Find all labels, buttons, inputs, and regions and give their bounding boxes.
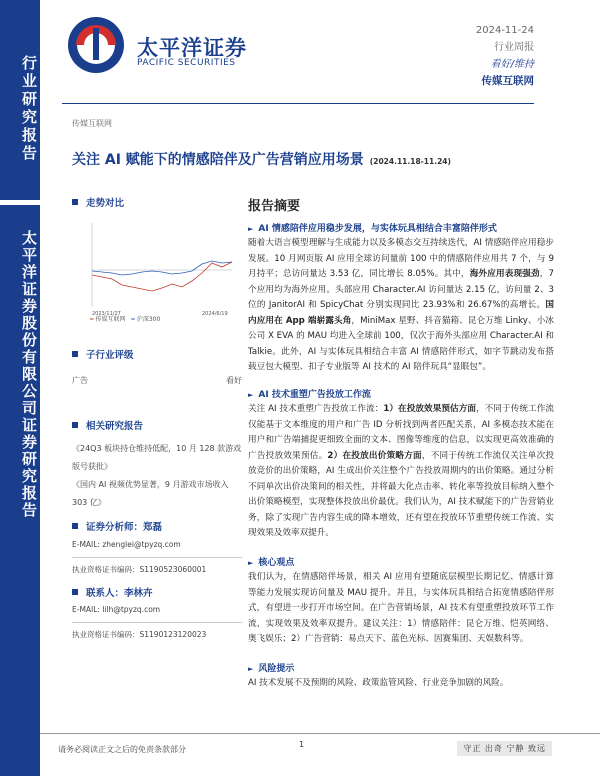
related-item[interactable]: 《国内 AI 视频优势显著，9 月游戏市场收入 303 亿》 bbox=[72, 480, 229, 507]
abstract-heading: 报告摘要 bbox=[248, 199, 301, 214]
sub-rating-value: 看好 bbox=[226, 376, 242, 385]
related-heading: 相关研究报告 bbox=[72, 418, 242, 432]
chart-legend: ━ 传媒互联网 ━ 沪深300 bbox=[90, 316, 161, 323]
company-logo bbox=[62, 14, 252, 74]
chart-x-label-end: 2024/6/19 bbox=[202, 311, 228, 317]
sub-rating-row bbox=[72, 375, 242, 386]
sub-rating-heading: 子行业评级 bbox=[72, 347, 242, 361]
report-title bbox=[72, 149, 451, 169]
section-heading: ► 核心观点 bbox=[248, 558, 295, 568]
report-title-text: 关注 AI 赋能下的情感陪伴及广告营销应用场景 bbox=[72, 152, 364, 168]
contact-email[interactable]: E-MAIL: lilh@tpyzq.com bbox=[72, 605, 161, 614]
contact-heading: 联系人：李林卉 bbox=[72, 585, 242, 599]
report-date: 2024-11-24 bbox=[475, 25, 534, 36]
footer-divider bbox=[40, 733, 600, 734]
trend-chart bbox=[72, 215, 240, 325]
chart-x-label-start: 2023/11/27 bbox=[92, 311, 121, 317]
abstract-section-1 bbox=[248, 222, 554, 376]
triangle-bullet-icon: ► bbox=[248, 665, 254, 673]
analyst-heading: 证券分析师：郑磊 bbox=[72, 519, 242, 533]
legend-hs300: 沪深300 bbox=[136, 316, 161, 323]
chart-series-media bbox=[92, 262, 232, 291]
trend-heading: 走势对比 bbox=[72, 195, 242, 209]
abstract-section-4 bbox=[248, 662, 554, 692]
square-bullet-icon bbox=[72, 351, 78, 357]
section-heading: ► AI 技术重塑广告投放工作流 bbox=[248, 390, 371, 400]
chart-series-hs300 bbox=[92, 261, 232, 275]
analyst-email[interactable]: E-MAIL: zhenglei@tpyzq.com bbox=[72, 540, 181, 549]
report-title-date: (2024.11.18-11.24) bbox=[369, 157, 451, 166]
logo-emblem-icon bbox=[62, 14, 130, 76]
triangle-bullet-icon: ► bbox=[248, 559, 254, 567]
divider bbox=[72, 557, 242, 558]
analyst-section bbox=[72, 519, 242, 644]
triangle-bullet-icon: ► bbox=[248, 225, 254, 233]
square-bullet-icon bbox=[72, 523, 78, 529]
header-meta bbox=[476, 22, 534, 90]
square-bullet-icon bbox=[72, 422, 78, 428]
report-type: 行业周报 bbox=[494, 42, 534, 53]
abstract-section-2 bbox=[248, 388, 554, 542]
triangle-bullet-icon: ► bbox=[248, 391, 254, 399]
sub-rating-section bbox=[72, 347, 242, 386]
section-body: 我们认为，在情感陪伴场景，相关 AI 应用有望随底层模型长期记忆、情感计算等能力发展实现访问量及 MAU 提升。并且，与实体玩具相结合拓宽情感陪伴形式，有望进一步打开市场空间。在广告营销场景，AI 技术有望重塑投放环节工作流，实现效果及效率双提升。建议关注：1）情感陪伴：昆仑万维、恺英网络、奥飞娱乐；2）广告营销：易点天下、蓝色光标、因赛集团、天娱数科等。 bbox=[248, 572, 554, 644]
trend-section bbox=[72, 195, 242, 209]
section-body: 随着大语言模型理解与生成能力以及多模态交互持续迭代，AI 情感陪伴应用稳步发展。10 月网页版 AI 应用全球访问量前 100 中的情感陪伴应用共 7 个，与 9 月持平；总访问量达 3.53 亿，同比增长 8.05%。其中，海外应用表现强劲，7 个应用均为海外应用。头部应用 Character.AI 访问量达 2.15 亿，访问量 2、3 位的 JanitorAI 和 SpicyChat 分别实现同比 23.93%和 26.67%的高增长。国内应用在 App 端崭露头角，MiniMax 星野、抖音猫箱、昆仑万维 Linky、小冰公司 X EVA 的 MAU 均进入全球前 100，仅次于海外头部应用 Character.AI 和 Talkie。此外，AI 与实体玩具相结合丰富 AI 情感陪伴形式，如字节跳动发布搭载豆包大模型、扣子专业版等 AI 技术的 AI 陪伴玩具“显眼包”。 bbox=[248, 238, 554, 372]
section-heading: ► 风险提示 bbox=[248, 664, 295, 674]
analyst-cert: 执业资格证书编码：S1190523060001 bbox=[72, 565, 207, 574]
sidebar-label-bottom: 太平洋证券股份有限公司证券研究报告 bbox=[20, 230, 38, 519]
divider bbox=[72, 622, 242, 623]
logo-text-cn: 太平洋证券 bbox=[137, 36, 247, 60]
related-section bbox=[72, 418, 242, 512]
industry-tag: 传媒互联网 bbox=[72, 119, 112, 128]
abstract-section-3 bbox=[248, 556, 554, 648]
header-divider bbox=[62, 103, 534, 104]
footer-disclaimer: 请务必阅读正文之后的免责条款部分 bbox=[58, 745, 186, 754]
section-body: 关注 AI 技术重塑广告投放工作流：1）在投放效果预估方面，不同于传统工作流仅能基于文本维度的用户和广告 ID 分析找到两者匹配关系，AI 多模态技术能在用户和广告端捕捉更细致全面的文本、图像等维度的信息，以实现更高效准确的广告投放效果预估。2）在投放出价策略方面，不同于传统工作流仅关注单次投放竞价的出价策略，AI 生成出价关注整个广告投放周期内的出价策略。通过分析不同单次出价决策间的相关性，并将最大化点击率、转化率等投放目标纳入整个出价策略模型，实现整体投放出价最优。我们认为，AI 技术赋能下的广告营销业务，除了实现广告内容生成的降本增效，还有望在投放环节重塑传统工作流、实现效果及效率双提升。 bbox=[248, 404, 554, 538]
square-bullet-icon bbox=[72, 589, 78, 595]
logo-text-en: PACIFIC SECURITIES bbox=[137, 58, 236, 68]
report-industry: 传媒互联网 bbox=[481, 75, 534, 87]
page-number: 1 bbox=[299, 740, 305, 749]
sidebar-label-top: 行业研究报告 bbox=[20, 55, 38, 163]
contact-cert: 执业资格证书编码：S1190123120023 bbox=[72, 630, 207, 639]
legend-media: 传媒互联网 bbox=[95, 316, 126, 323]
related-item[interactable]: 《24Q3 板块持仓维持低配，10 月 128 款游戏版号获批》 bbox=[72, 444, 242, 471]
sub-rating-name: 广告 bbox=[72, 376, 88, 385]
section-heading: ► AI 情感陪伴应用稳步发展，与实体玩具相结合丰富陪伴形式 bbox=[248, 224, 497, 234]
square-bullet-icon bbox=[72, 199, 78, 205]
footer-motto: 守正 出奇 宁静 致远 bbox=[457, 741, 552, 756]
section-body: AI 技术发展不及预期的风险、政策监管风险、行业竞争加剧的风险。 bbox=[248, 678, 509, 688]
report-rating: 看好/维持 bbox=[490, 59, 534, 70]
